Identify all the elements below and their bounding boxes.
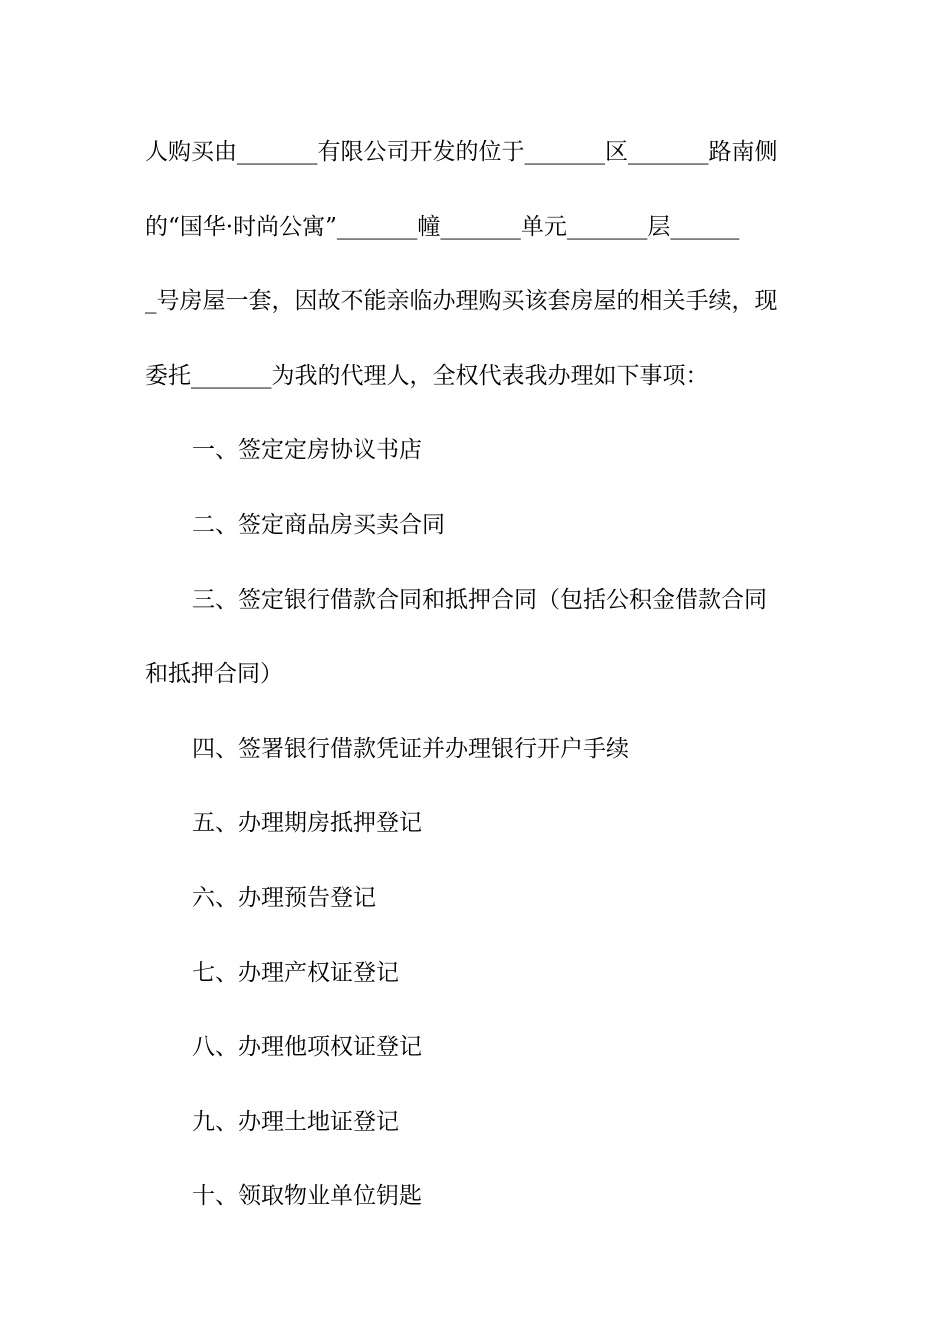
list-item: 二、签定商品房买卖合同 [192,511,445,538]
list-item: 十、领取物业单位钥匙 [192,1183,422,1210]
list-item-continuation: 和抵押合同） [145,661,283,688]
document-body [145,115,807,1234]
list-item: 六、办理预告登记 [192,884,376,911]
list-item: 五、办理期房抵押登记 [192,810,422,837]
list-item: 九、办理土地证登记 [192,1108,399,1135]
paragraph-line: _号房屋一套，因故不能亲临办理购买该套房屋的相关手续，现 [145,288,778,315]
list-item: 三、签定银行借款合同和抵押合同（包括公积金借款合同 [192,586,767,613]
list-item: 四、签署银行借款凭证并办理银行开户手续 [192,735,629,762]
list-item: 八、办理他项权证登记 [192,1034,422,1061]
paragraph-line: 委托_______为我的代理人，全权代表我办理如下事项： [145,362,709,389]
paragraph-line: 的“国华·时尚公寓”_______幢_______单元_______层______ [145,213,740,240]
list-item: 七、办理产权证登记 [192,959,399,986]
paragraph-line: 人购买由_______有限公司开发的位于_______区_______路南侧 [145,139,778,165]
list-item: 一、签定定房协议书店 [192,437,422,464]
